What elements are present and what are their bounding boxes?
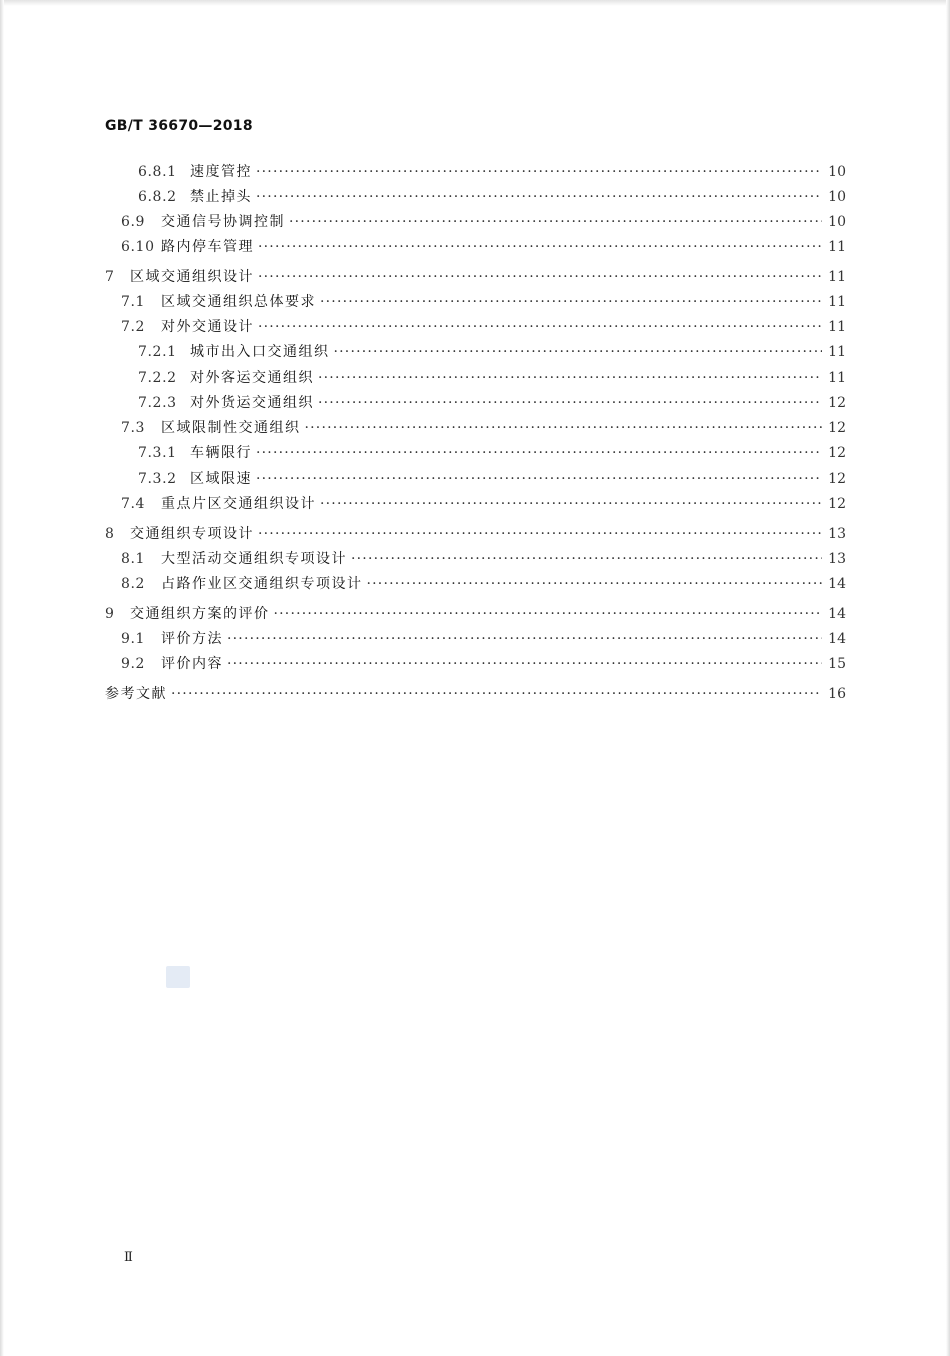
toc-leader-dots	[334, 343, 823, 361]
toc-entry[interactable]	[138, 343, 846, 361]
toc-entry-title: 速度管控	[190, 164, 252, 180]
toc-entry-number: 7.3.2	[138, 471, 177, 487]
toc-entry-page: 11	[828, 239, 846, 255]
page-right-edge	[946, 0, 950, 1356]
toc-leader-dots	[256, 444, 822, 462]
toc-entry-title: 区域交通组织总体要求	[161, 294, 316, 310]
toc-entry-number: 8.2	[121, 576, 146, 592]
toc-entry[interactable]	[138, 470, 846, 488]
toc-entry-number: 6.9	[121, 214, 146, 230]
toc-entry-page: 11	[828, 344, 846, 360]
toc-leader-dots	[256, 188, 822, 206]
toc-entry-page: 11	[828, 269, 846, 285]
toc-entry-title: 路内停车管理	[161, 239, 254, 255]
toc-entry-number: 9	[105, 606, 115, 622]
toc-entry[interactable]	[138, 188, 846, 206]
toc-entry[interactable]	[121, 655, 846, 673]
toc-entry[interactable]	[121, 550, 846, 568]
toc-leader-dots	[258, 238, 822, 256]
toc-entry-page: 14	[828, 606, 846, 622]
toc-leader-dots	[318, 369, 822, 387]
toc-entry[interactable]	[121, 318, 846, 336]
toc-entry-page: 15	[828, 656, 846, 672]
toc-entry-page: 11	[828, 370, 846, 386]
toc-entry-number: 6.8.1	[138, 164, 177, 180]
toc-entry-page: 10	[828, 164, 846, 180]
toc-leader-dots	[289, 213, 822, 231]
standard-code-header: GB/T 36670—2018	[105, 118, 253, 134]
toc-entry-title: 车辆限行	[190, 445, 252, 461]
toc-entry-title: 交通组织专项设计	[130, 526, 254, 542]
page-top-edge	[0, 0, 950, 6]
toc-entry-page: 10	[828, 189, 846, 205]
toc-entry-number: 7.2	[121, 319, 146, 335]
toc-leader-dots	[305, 419, 823, 437]
toc-entry-number: 7.2.3	[138, 395, 177, 411]
toc-entry-number: 8	[105, 526, 115, 542]
toc-entry[interactable]	[121, 419, 846, 437]
toc-entry-title: 交通信号协调控制	[161, 214, 285, 230]
toc-entry-title: 大型活动交通组织专项设计	[161, 551, 347, 567]
toc-entry-title: 对外交通设计	[161, 319, 254, 335]
toc-entry-number: 7.4	[121, 496, 146, 512]
toc-entry[interactable]	[138, 394, 846, 412]
toc-entry-title: 交通组织方案的评价	[130, 606, 270, 622]
page-left-edge	[0, 0, 4, 1356]
toc-entry-number: 6.8.2	[138, 189, 177, 205]
toc-entry[interactable]	[121, 213, 846, 231]
toc-entry-title: 评价内容	[161, 656, 223, 672]
toc-entry-page: 12	[828, 395, 846, 411]
toc-entry-page: 12	[828, 445, 846, 461]
toc-entry[interactable]	[121, 495, 846, 513]
toc-entry-title: 区域限制性交通组织	[161, 420, 301, 436]
toc-leader-dots	[256, 163, 822, 181]
toc-leader-dots	[256, 470, 822, 488]
toc-entry[interactable]	[138, 369, 846, 387]
toc-entry-title: 对外货运交通组织	[190, 395, 314, 411]
toc-entry-number: 7.2.1	[138, 344, 177, 360]
toc-leader-dots	[320, 495, 822, 513]
toc-entry-page: 12	[828, 496, 846, 512]
toc-leader-dots	[227, 630, 822, 648]
toc-entry-number: 7.2.2	[138, 370, 177, 386]
toc-entry-page: 14	[828, 576, 846, 592]
toc-entry-number: 7.3	[121, 420, 146, 436]
toc-entry-page: 14	[828, 631, 846, 647]
toc-leader-dots	[274, 605, 823, 623]
toc-entry-page: 16	[828, 686, 846, 702]
toc-entry[interactable]	[105, 525, 846, 543]
toc-entry-number: 8.1	[121, 551, 146, 567]
toc-entry-page: 13	[828, 526, 846, 542]
toc-entry[interactable]	[105, 605, 846, 623]
toc-entry-title: 参考文献	[105, 686, 167, 702]
toc-entry[interactable]	[138, 163, 846, 181]
toc-entry-number: 7.3.1	[138, 445, 177, 461]
toc-entry-number: 6.10	[121, 239, 155, 255]
page-number-footer: Ⅱ	[124, 1250, 133, 1265]
toc-entry-page: 10	[828, 214, 846, 230]
toc-entry-page: 11	[828, 319, 846, 335]
toc-entry-title: 重点片区交通组织设计	[161, 496, 316, 512]
toc-entry-number: 9.2	[121, 656, 146, 672]
toc-entry-number: 9.1	[121, 631, 146, 647]
toc-entry-page: 12	[828, 420, 846, 436]
toc-leader-dots	[367, 575, 823, 593]
toc-entry-title: 占路作业区交通组织专项设计	[161, 576, 363, 592]
toc-entry-page: 11	[828, 294, 846, 310]
toc-entry-page: 12	[828, 471, 846, 487]
toc-leader-dots	[351, 550, 822, 568]
toc-leader-dots	[318, 394, 822, 412]
toc-entry-title: 评价方法	[161, 631, 223, 647]
toc-entry[interactable]	[121, 630, 846, 648]
toc-entry[interactable]	[121, 293, 846, 311]
toc-entry-title: 禁止掉头	[190, 189, 252, 205]
toc-entry-number: 7	[105, 269, 115, 285]
toc-entry-title: 区域交通组织设计	[130, 269, 254, 285]
toc-entry[interactable]	[138, 444, 846, 462]
toc-leader-dots	[258, 318, 822, 336]
toc-leader-dots	[320, 293, 822, 311]
toc-entry-title: 对外客运交通组织	[190, 370, 314, 386]
toc-leader-dots	[171, 685, 822, 703]
toc-leader-dots	[227, 655, 822, 673]
toc-entry-number: 7.1	[121, 294, 146, 310]
toc-leader-dots	[258, 268, 822, 286]
toc-entry-title: 城市出入口交通组织	[190, 344, 330, 360]
toc-entry[interactable]	[121, 238, 846, 256]
toc-entry[interactable]	[121, 575, 846, 593]
toc-entry-page: 13	[828, 551, 846, 567]
toc-entry[interactable]	[105, 685, 846, 703]
watermark-stamp	[166, 966, 190, 988]
toc-leader-dots	[258, 525, 822, 543]
toc-entry-title: 区域限速	[190, 471, 252, 487]
toc-entry[interactable]	[105, 268, 846, 286]
